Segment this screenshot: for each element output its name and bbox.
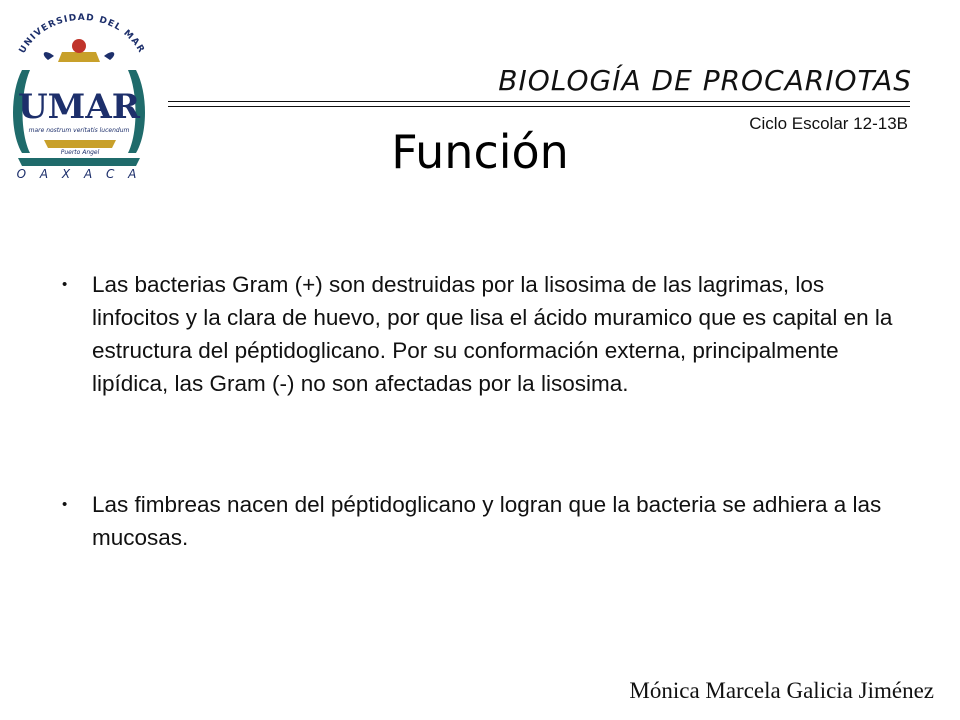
bullet-item [62, 488, 912, 554]
slide-title: Función [391, 125, 569, 179]
logo-state: O A X A C A [16, 167, 142, 181]
school-cycle: Ciclo Escolar 12-13B [749, 114, 908, 133]
bullet-item [62, 268, 912, 400]
header-rule [168, 106, 910, 107]
logo-campus: Puerto Angel [60, 149, 100, 156]
header-rule [168, 101, 910, 102]
bullet-icon: • [62, 276, 68, 293]
bullet-text: Las fimbreas nacen del péptidoglicano y logran que la bacteria se adhiera a las mucosas. [92, 492, 882, 550]
logo-motto: mare nostrum veritatis lucendum [28, 127, 130, 134]
author-name: Mónica Marcela Galicia Jiménez [629, 678, 934, 703]
course-title: BIOLOGÍA DE PROCARIOTAS [498, 64, 912, 97]
bullet-text: Las bacterias Gram (+) son destruidas por la lisosima de las lagrimas, los linfocitos y la clara de huevo, por que lisa el ácido muramico que es capital en la estructura del péptidoglicano. Por su conformación externa, principalmente lipídica, las Gram (-) no son afectadas por la lisosima. [92, 272, 893, 396]
logo-seal-text: UNIVERSIDAD DEL MAR [17, 12, 147, 56]
logo-monogram: UMAR [18, 87, 140, 127]
bullet-icon: • [62, 496, 68, 513]
bullet-list [62, 268, 912, 554]
